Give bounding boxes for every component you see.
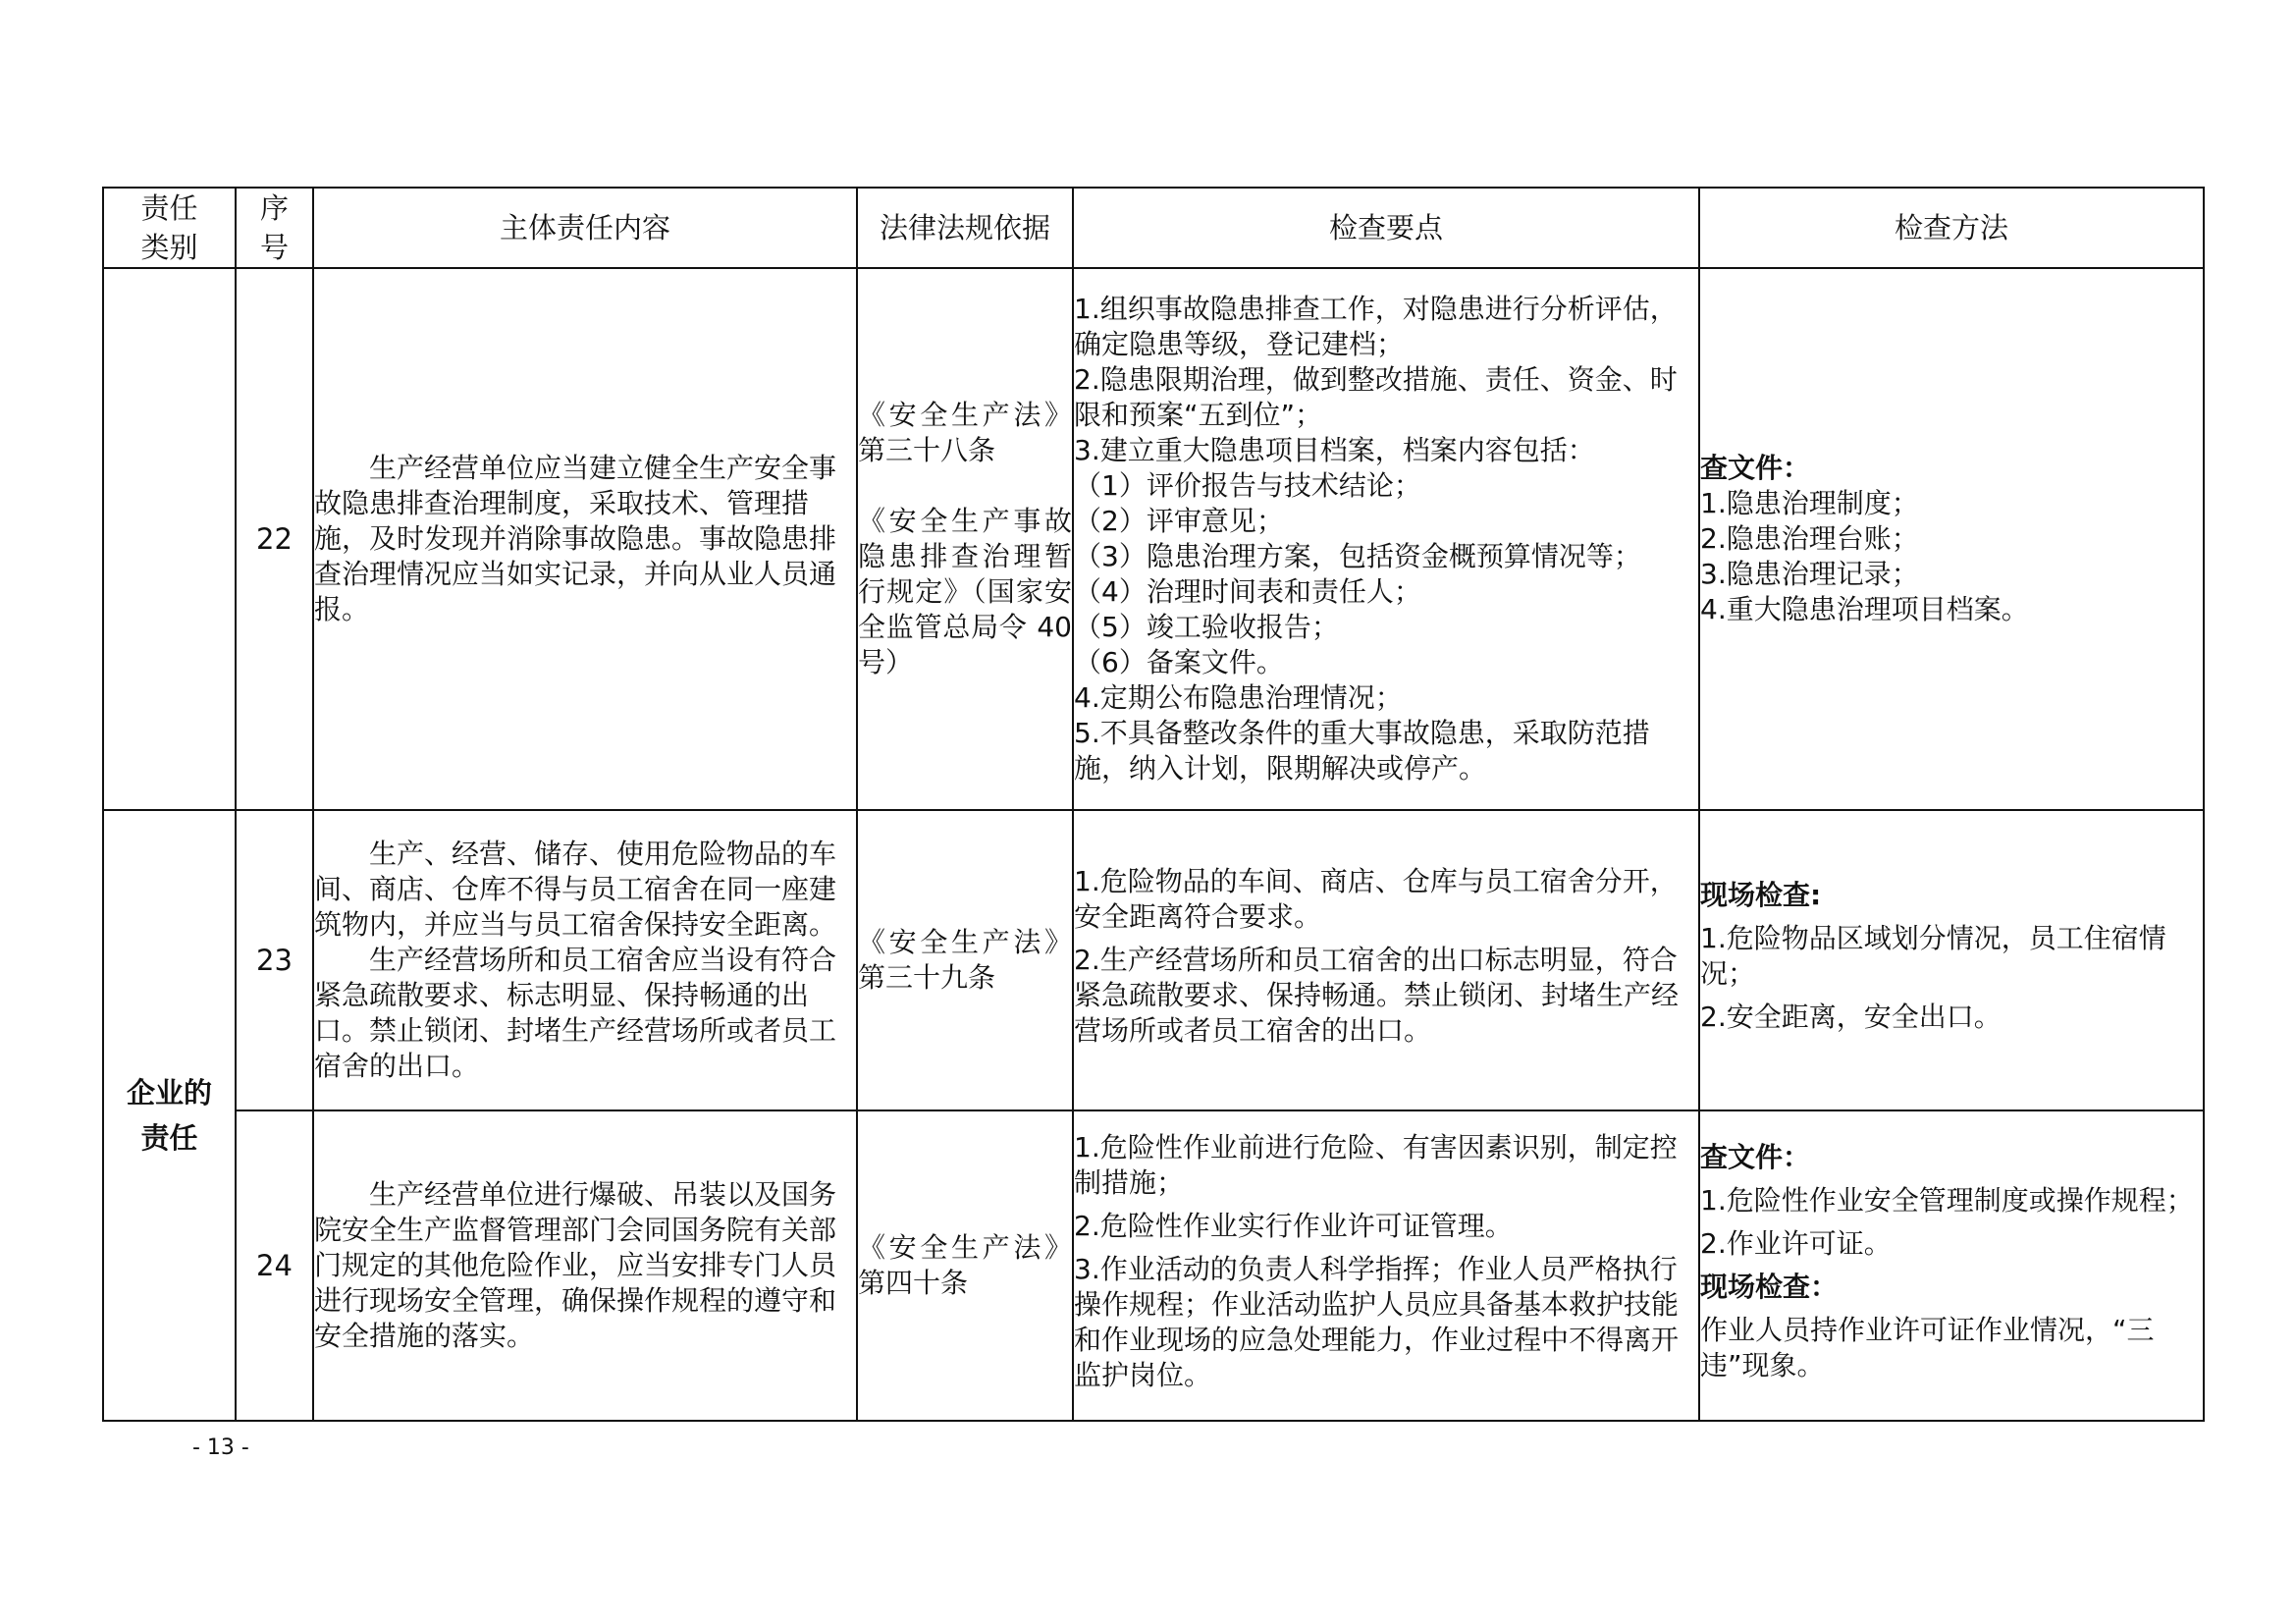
legal-basis <box>857 1110 1073 1421</box>
legal-basis <box>857 268 1073 810</box>
inspection-method <box>1699 268 2204 810</box>
law-item: 《安全生产事故隐患排查治理暂行规定》（国家安全监管总局令 40号） <box>858 505 1072 678</box>
header-points: 检查要点 <box>1073 188 1699 268</box>
responsibility-content <box>313 268 857 810</box>
header-category-label: 责任 类别 <box>140 191 198 264</box>
table-header-row <box>103 188 2204 268</box>
point-item: 1.危险物品的车间、商店、仓库与员工宿舍分开，安全距离符合要求。 <box>1074 865 1678 933</box>
legal-basis <box>857 810 1073 1110</box>
category-cell-empty <box>103 268 236 810</box>
header-category <box>103 188 236 268</box>
inspection-method <box>1699 810 2204 1110</box>
inspection-points <box>1073 1110 1699 1421</box>
header-number-label: 序 号 <box>259 191 289 264</box>
method-item: 1.危险物品区域划分情况，员工住宿情况； <box>1700 922 2166 990</box>
content-paragraph: 生产、经营、储存、使用危险物品的车间、商店、仓库不得与员工宿舍在同一座建筑物内，并应当与员工宿舍保持安全距离。 <box>314 838 837 941</box>
row-number: 22 <box>236 268 313 810</box>
responsibility-content <box>313 810 857 1110</box>
row-number: 24 <box>236 1110 313 1421</box>
point-item: 1.危险性作业前进行危险、有害因素识别，制定控制措施； <box>1074 1131 1678 1199</box>
inspection-method <box>1699 1110 2204 1421</box>
table-row <box>103 1110 2204 1421</box>
row-number: 23 <box>236 810 313 1110</box>
table-row <box>103 268 2204 810</box>
method-item: 1.危险性作业安全管理制度或操作规程； <box>1700 1184 2194 1217</box>
method-item: 作业人员持作业许可证作业情况，“三违”现象。 <box>1700 1314 2155 1381</box>
header-number <box>236 188 313 268</box>
point-item: 2.生产经营场所和员工宿舍的出口标志明显，符合紧急疏散要求、保持畅通。禁止锁闭、封堵生产经营场所或者员工宿舍的出口。 <box>1074 944 1680 1047</box>
law-item: 《安全生产法》第三十九条 <box>858 926 1072 994</box>
responsibility-content <box>313 1110 857 1421</box>
category-cell <box>103 810 236 1421</box>
point-item: 2.危险性作业实行作业许可证管理。 <box>1074 1210 1513 1242</box>
method-label: 查文件： <box>1700 1141 1811 1173</box>
method-item: 2.隐患治理台账； <box>1700 522 1919 555</box>
header-method: 检查方法 <box>1699 188 2204 268</box>
category-label: 企业的 责任 <box>126 1076 212 1155</box>
inspection-table <box>102 187 2205 1422</box>
method-label: 查文件： <box>1700 452 1811 484</box>
inspection-points <box>1073 268 1699 810</box>
point-item: 1.组织事故隐患排查工作，对隐患进行分析评估，确定隐患等级，登记建档； <box>1074 293 1678 360</box>
point-item: 3.建立重大隐患项目档案，档案内容包括： <box>1074 434 1595 466</box>
table-row <box>103 810 2204 1110</box>
point-item: （2）评审意见； <box>1074 505 1284 537</box>
content-paragraph: 生产经营单位应当建立健全生产安全事故隐患排查治理制度，采取技术、管理措施，及时发现并消除事故隐患。事故隐患排查治理情况应当如实记录，并向从业人员通报。 <box>314 452 837 625</box>
point-item: 5.不具备整改条件的重大事故隐患，采取防范措施，纳入计划，限期解决或停产。 <box>1074 717 1650 785</box>
method-label: 现场检查: <box>1700 879 1822 911</box>
method-item: 2.作业许可证。 <box>1700 1227 1892 1260</box>
content-paragraph: 生产经营场所和员工宿舍应当设有符合紧急疏散要求、标志明显、保持畅通的出口。禁止锁闭、封堵生产经营场所或者员工宿舍的出口。 <box>314 944 837 1082</box>
method-item: 4.重大隐患治理项目档案。 <box>1700 593 2029 625</box>
point-item: （5）竣工验收报告； <box>1074 611 1339 643</box>
page-number: - 13 - <box>192 1435 249 1460</box>
point-item: （6）备案文件。 <box>1074 646 1284 678</box>
header-content: 主体责任内容 <box>313 188 857 268</box>
content-paragraph: 生产经营单位进行爆破、吊装以及国务院安全生产监督管理部门会同国务院有关部门规定的其他危险作业，应当安排专门人员进行现场安全管理，确保操作规程的遵守和安全措施的落实。 <box>314 1178 837 1352</box>
method-label: 现场检查： <box>1700 1271 1839 1303</box>
method-item: 1.隐患治理制度； <box>1700 487 1919 519</box>
point-item: （4）治理时间表和责任人； <box>1074 575 1421 608</box>
method-item: 3.隐患治理记录； <box>1700 558 1919 590</box>
point-item: 2.隐患限期治理，做到整改措施、责任、资金、时限和预案“五到位”； <box>1074 363 1678 431</box>
law-item: 《安全生产法》第三十八条 <box>858 399 1072 466</box>
law-item: 《安全生产法》第四十条 <box>858 1231 1072 1299</box>
point-item: （3）隐患治理方案，包括资金概预算情况等； <box>1074 540 1641 572</box>
method-item: 2.安全距离，安全出口。 <box>1700 1001 2002 1033</box>
point-item: 3.作业活动的负责人科学指挥；作业人员严格执行操作规程；作业活动监护人员应具备基本救护技能和作业现场的应急处理能力，作业过程中不得离开监护岗位。 <box>1074 1253 1680 1391</box>
point-item: 4.定期公布隐患治理情况； <box>1074 681 1403 714</box>
inspection-points <box>1073 810 1699 1110</box>
header-law: 法律法规依据 <box>857 188 1073 268</box>
point-item: （1）评价报告与技术结论； <box>1074 469 1421 502</box>
